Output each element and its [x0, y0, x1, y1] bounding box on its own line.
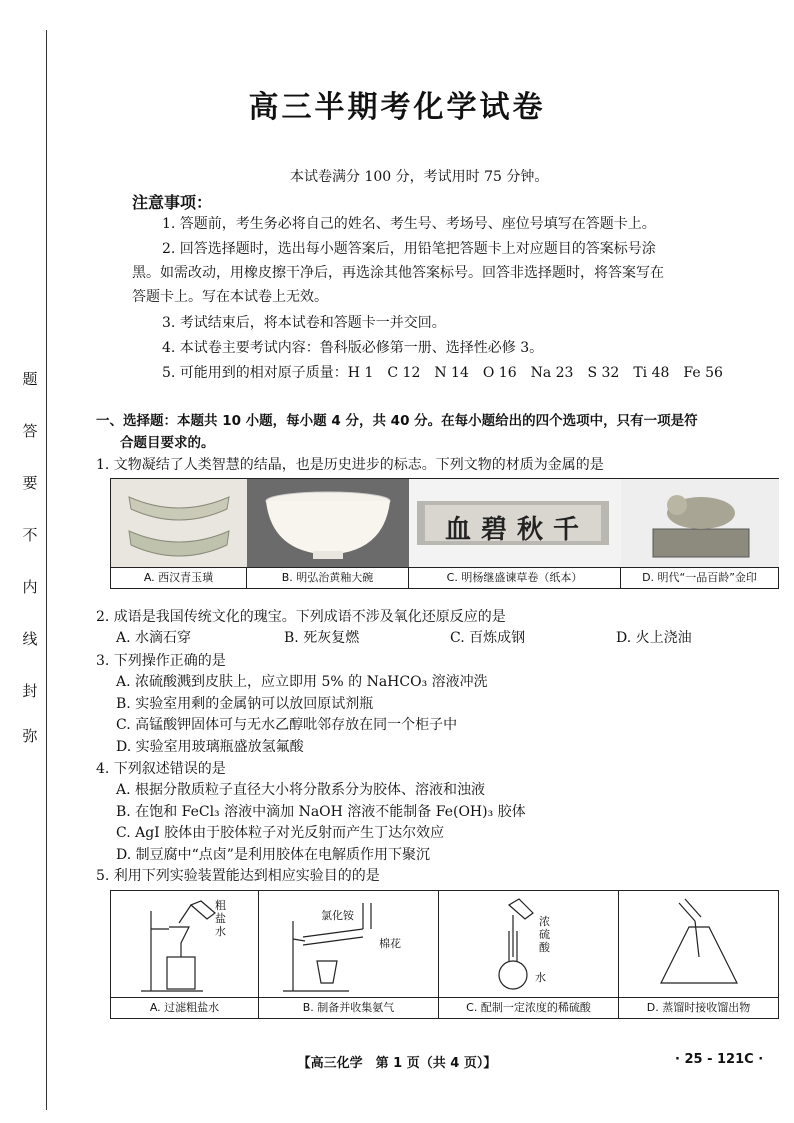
q2-option-a: A. 水滴石穿 — [116, 630, 192, 646]
q1-option-b-cell — [247, 479, 409, 589]
section-heading-cont: 合题目要求的。 — [120, 435, 215, 451]
q3-option-a: A. 浓硫酸溅到皮肤上，应立即用 5% 的 NaHCO₃ 溶液冲洗 — [116, 674, 488, 690]
margin-char: 题 — [22, 370, 38, 388]
notice-line: 答题卡上。写在本试卷上无效。 — [132, 289, 328, 305]
q2-option-d: D. 火上浇油 — [616, 630, 692, 646]
q2-option-c: C. 百炼成钢 — [450, 630, 526, 646]
question-5-stem: 5. 利用下列实验装置能达到相应实验目的的是 — [96, 868, 380, 884]
q1-image-table — [110, 478, 779, 589]
q3-option-c: C. 高锰酸钾固体可与无水乙醇吡邻存放在同一个柜子中 — [116, 717, 458, 733]
q5-option-d-cell — [619, 891, 779, 1019]
margin-char: 要 — [22, 474, 38, 492]
q5-option-c: C. 配制一定浓度的稀硫酸 — [439, 997, 618, 1018]
q1-option-d-cell — [621, 479, 779, 589]
q5-option-d: D. 蒸馏时接收馏出物 — [619, 997, 778, 1018]
q1-option-c-cell — [409, 479, 621, 589]
margin-char: 线 — [22, 630, 38, 648]
notice-line: 4. 本试卷主要考试内容：鲁科版必修第一册、选择性必修 3。 — [162, 340, 544, 356]
notice-line: 3. 考试结束后，将本试卷和答题卡一并交回。 — [162, 315, 446, 331]
question-3-stem: 3. 下列操作正确的是 — [96, 653, 226, 669]
q4-option-b: B. 在饱和 FeCl₃ 溶液中滴加 NaOH 溶液不能制备 Fe(OH)₃ 胶体 — [116, 804, 526, 820]
q1-option-c: C. 明杨继盛谏草卷（纸本） — [409, 567, 620, 588]
question-1-stem: 1. 文物凝结了人类智慧的结晶，也是历史进步的标志。下列文物的材质为金属的是 — [96, 457, 604, 473]
notice-line: 2. 回答选择题时，选出每小题答案后，用铅笔把答题卡上对应题目的答案标号涂 — [162, 241, 656, 257]
page-footer: 【高三化学 第 1 页（共 4 页）】 — [297, 1056, 497, 1071]
paper-code: · 25 - 121C · — [675, 1052, 764, 1067]
q3-option-b: B. 实验室用剩的金属钠可以放回原试剂瓶 — [116, 696, 374, 712]
q2-option-b: B. 死灰复燃 — [284, 630, 360, 646]
filtration-apparatus — [111, 891, 258, 997]
dilution-apparatus — [439, 891, 618, 997]
margin-char: 不 — [22, 526, 38, 544]
label-crude-salt-water: 粗盐水 — [215, 899, 226, 938]
page-title: 高三半期考化学试卷 — [248, 90, 546, 125]
margin-char: 内 — [22, 578, 38, 596]
q5-option-a: A. 过滤粗盐水 — [111, 997, 258, 1018]
margin-char: 弥 — [22, 727, 38, 745]
scroll-calligraphy: 千秋碧血 — [445, 515, 590, 545]
jade-huang-image — [111, 479, 246, 567]
label-conc-sulfuric-acid: 浓硫酸 — [539, 915, 550, 954]
margin-char: 答 — [22, 422, 38, 440]
q5-apparatus-table — [110, 890, 779, 1019]
distillate-receiver-apparatus — [619, 891, 778, 997]
q4-option-a: A. 根据分散质粒子直径大小将分散系分为胶体、溶液和浊液 — [116, 782, 486, 798]
question-4-stem: 4. 下列叙述错误的是 — [96, 761, 226, 777]
q1-option-d: D. 明代“一品百龄”金印 — [621, 567, 778, 588]
section-heading: 一、选择题：本题共 10 小题，每小题 4 分，共 40 分。在每小题给出的四个选项中，只有一项是符 — [96, 413, 698, 429]
q5-option-a-cell — [111, 891, 259, 1019]
label-ammonium-chloride: 氯化铵 — [321, 909, 354, 922]
margin-char: 封 — [22, 682, 38, 700]
q4-option-d: D. 制豆腐中“点卤”是利用胶体在电解质作用下聚沉 — [116, 847, 430, 863]
q1-option-b: B. 明弘治黄釉大碗 — [247, 567, 408, 588]
yellow-bowl-image — [247, 479, 408, 567]
q1-option-a-cell — [111, 479, 247, 589]
q3-option-d: D. 实验室用玻璃瓶盛放氢氟酸 — [116, 739, 304, 755]
notice-line: 黑。如需改动，用橡皮擦干净后，再选涂其他答案标号。回答非选择题时，将答案写在 — [132, 265, 664, 281]
ammonia-apparatus — [259, 891, 438, 997]
gold-seal-image — [621, 479, 778, 567]
q5-option-b: B. 制备并收集氨气 — [259, 997, 438, 1018]
question-2-stem: 2. 成语是我国传统文化的瑰宝。下列成语不涉及氧化还原反应的是 — [96, 609, 506, 625]
scroll-image — [409, 479, 620, 567]
binding-line — [46, 30, 47, 1110]
q5-option-c-cell — [439, 891, 619, 1019]
q5-option-b-cell — [259, 891, 439, 1019]
label-cotton: 棉花 — [379, 937, 401, 950]
notice-line: 1. 答题前，考生务必将自己的姓名、考生号、考场号、座位号填写在答题卡上。 — [162, 216, 656, 232]
exam-info: 本试卷满分 100 分，考试用时 75 分钟。 — [290, 169, 549, 185]
label-water: 水 — [535, 971, 546, 984]
q1-option-a: A. 西汉青玉璜 — [111, 567, 246, 588]
notice-line: 5. 可能用到的相对原子质量：H 1 C 12 N 14 O 16 Na 23 S 32 Ti 48 Fe 56 — [162, 365, 723, 381]
notice-heading: 注意事项： — [132, 193, 213, 212]
q4-option-c: C. AgI 胶体由于胶体粒子对光反射而产生丁达尔效应 — [116, 825, 445, 841]
